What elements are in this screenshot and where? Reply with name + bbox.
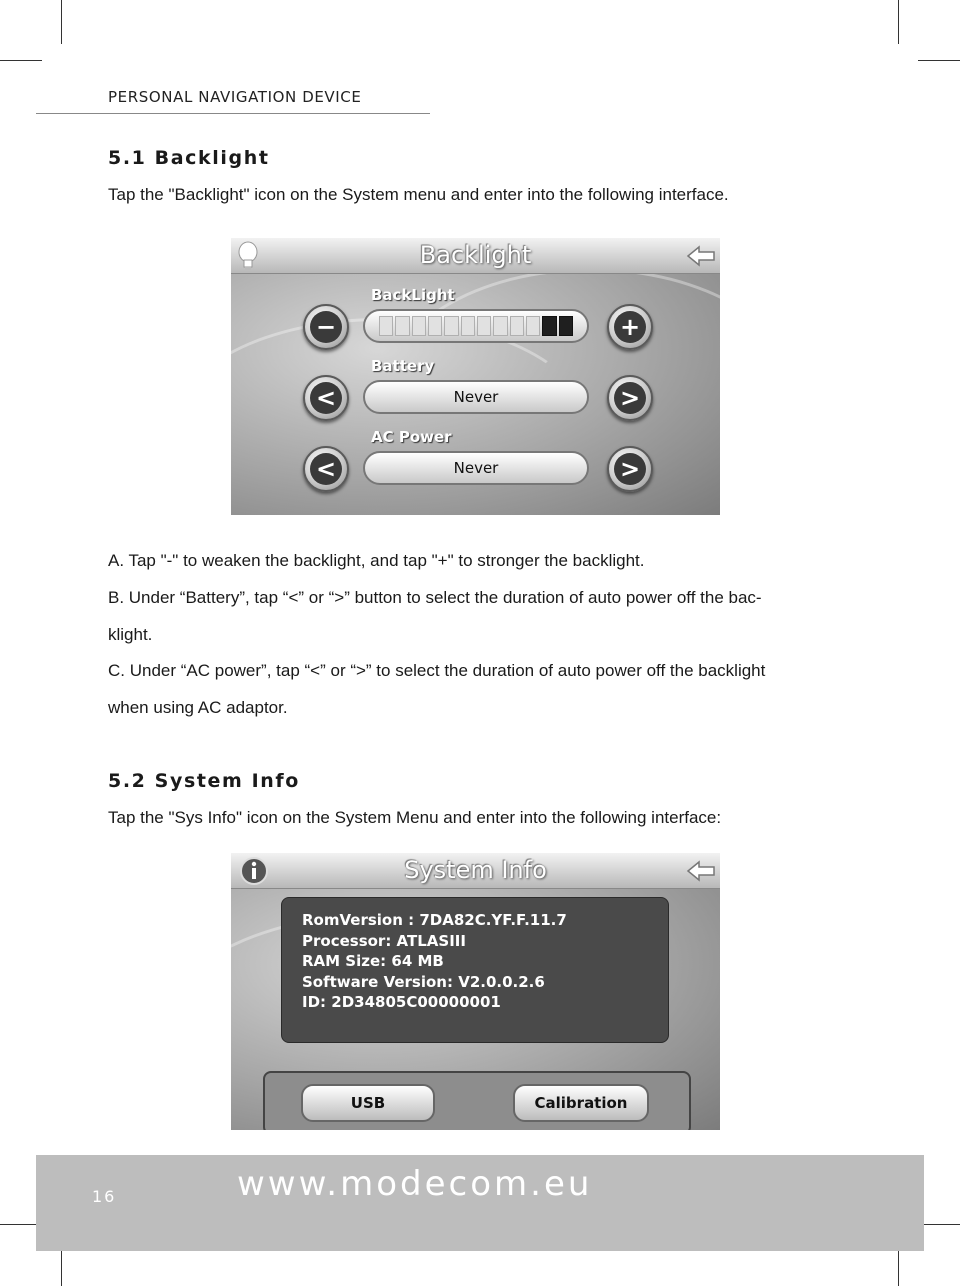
backlight-label: BackLight	[371, 286, 455, 304]
sysinfo-intro: Tap the "Sys Info" icon on the System Menu and enter into the following interface:	[108, 808, 722, 827]
backlight-segment	[461, 316, 475, 336]
note-a: A. Tap "-" to weaken the backlight, and tap "+" to stronger the backlight.	[108, 551, 645, 570]
ac-power-next-button[interactable]	[607, 446, 653, 492]
backlight-screen	[231, 238, 720, 515]
backlight-segment	[542, 316, 556, 336]
chevron-right-icon: >	[614, 453, 646, 485]
backlight-intro: Tap the "Backlight" icon on the System menu and enter into the following interface.	[108, 185, 729, 204]
ac-power-prev-button[interactable]	[303, 446, 349, 492]
note-c-line1: C. Under “AC power”, tap “<” or “>” to select the duration of auto power off the backlight	[108, 661, 766, 680]
backlight-segment	[477, 316, 491, 336]
chevron-left-icon: <	[310, 453, 342, 485]
system-info-panel	[281, 897, 669, 1043]
ac-power-label: AC Power	[371, 428, 452, 446]
sysinfo-button-bar	[263, 1071, 691, 1130]
screen-titlebar	[231, 853, 720, 889]
backlight-segment	[395, 316, 409, 336]
ac-power-value: Never	[363, 451, 589, 485]
back-arrow-icon[interactable]	[686, 244, 716, 268]
crop-mark	[61, 0, 62, 44]
info-rom-version: RomVersion : 7DA82C.YF.F.11.7	[302, 911, 567, 929]
section-title-backlight: 5.1 Backlight	[108, 147, 270, 169]
back-arrow-icon[interactable]	[686, 859, 716, 883]
backlight-segment	[559, 316, 573, 336]
backlight-level-bar[interactable]	[363, 309, 589, 343]
note-b-line1: B. Under “Battery”, tap “<” or “>” button to select the duration of auto power off the bac-	[108, 588, 762, 607]
crop-mark	[918, 60, 960, 61]
backlight-segment	[428, 316, 442, 336]
screen-title: System Info	[404, 856, 547, 884]
decrease-backlight-button[interactable]	[303, 304, 349, 350]
info-device-id: ID: 2D34805C00000001	[302, 993, 501, 1011]
screen-titlebar	[231, 238, 720, 274]
backlight-segment	[444, 316, 458, 336]
battery-prev-button[interactable]	[303, 375, 349, 421]
minus-icon: −	[310, 311, 342, 343]
info-ram-size: RAM Size: 64 MB	[302, 952, 444, 970]
page-number: 16	[92, 1187, 117, 1206]
backlight-segment	[510, 316, 524, 336]
chevron-right-icon: >	[614, 382, 646, 414]
info-software-version: Software Version: V2.0.0.2.6	[302, 972, 545, 991]
plus-icon: +	[614, 311, 646, 343]
backlight-segment	[412, 316, 426, 336]
crop-mark	[0, 60, 42, 61]
usb-button[interactable]: USB	[301, 1084, 435, 1122]
crop-mark	[918, 1224, 960, 1225]
screen-title: Backlight	[419, 241, 532, 269]
info-processor: Processor: ATLASIII	[302, 931, 466, 950]
section-title-sysinfo: 5.2 System Info	[108, 770, 300, 792]
battery-next-button[interactable]	[607, 375, 653, 421]
running-header: PERSONAL NAVIGATION DEVICE	[108, 88, 362, 106]
battery-value: Never	[363, 380, 589, 414]
header-rule	[36, 113, 430, 114]
battery-label: Battery	[371, 357, 435, 375]
backlight-level-segments	[379, 316, 573, 336]
backlight-segment	[493, 316, 507, 336]
crop-mark	[898, 0, 899, 44]
calibration-button[interactable]: Calibration	[513, 1084, 649, 1122]
note-b-line2: klight.	[108, 625, 153, 644]
increase-backlight-button[interactable]	[607, 304, 653, 350]
backlight-segment	[526, 316, 540, 336]
sysinfo-screen	[231, 853, 720, 1130]
backlight-segment	[379, 316, 393, 336]
chevron-left-icon: <	[310, 382, 342, 414]
note-c-line2: when using AC adaptor.	[108, 698, 288, 717]
footer-url[interactable]: www.modecom.eu	[237, 1164, 593, 1204]
